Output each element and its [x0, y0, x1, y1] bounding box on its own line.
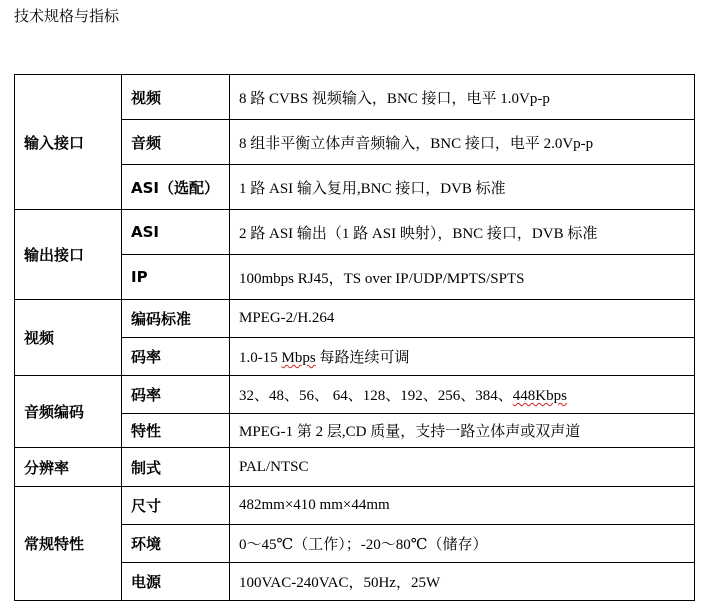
spellcheck-marked-text: 448Kbps — [512, 388, 567, 404]
value-text: 1.0-15 — [239, 350, 282, 366]
spec-table — [14, 74, 695, 601]
category-cell: 分辨率 — [15, 448, 122, 487]
value-cell — [230, 376, 695, 414]
table-row — [15, 300, 695, 338]
document-title: 技术规格与指标 — [14, 7, 120, 25]
item-cell: ASI — [122, 210, 230, 255]
value-text: 每路连续可调 — [315, 350, 410, 366]
value-cell: 482mm×410 mm×44mm — [230, 487, 695, 525]
category-cell: 常规特性 — [15, 487, 122, 601]
value-cell: 2 路 ASI 输出（1 路 ASI 映射），BNC 接口，DVB 标准 — [230, 210, 695, 255]
table-row — [15, 210, 695, 255]
value-cell: 100mbps RJ45，TS over IP/UDP/MPTS/SPTS — [230, 255, 695, 300]
item-cell: 尺寸 — [122, 487, 230, 525]
value-cell — [230, 338, 695, 376]
category-cell: 视频 — [15, 300, 122, 376]
category-cell: 输出接口 — [15, 210, 122, 300]
item-cell: 制式 — [122, 448, 230, 487]
value-cell: 100VAC-240VAC，50Hz，25W — [230, 563, 695, 601]
table-row — [15, 448, 695, 487]
category-cell: 音频编码 — [15, 376, 122, 448]
item-cell: 编码标准 — [122, 300, 230, 338]
item-cell: IP — [122, 255, 230, 300]
value-cell: MPEG-2/H.264 — [230, 300, 695, 338]
table-row — [15, 487, 695, 525]
value-cell: PAL/NTSC — [230, 448, 695, 487]
value-cell: 8 路 CVBS 视频输入，BNC 接口，电平 1.0Vp-p — [230, 75, 695, 120]
category-cell: 输入接口 — [15, 75, 122, 210]
item-cell: ASI（选配） — [122, 165, 230, 210]
value-text: 32、48、56、 64、128、192、256、384、 — [239, 388, 513, 404]
item-cell: 码率 — [122, 338, 230, 376]
table-row — [15, 75, 695, 120]
item-cell: 码率 — [122, 376, 230, 414]
item-cell: 环境 — [122, 525, 230, 563]
item-cell: 电源 — [122, 563, 230, 601]
item-cell: 音频 — [122, 120, 230, 165]
value-cell: 8 组非平衡立体声音频输入，BNC 接口，电平 2.0Vp-p — [230, 120, 695, 165]
spellcheck-marked-text: Mbps — [281, 350, 316, 366]
value-cell: 0～45℃（工作）；-20～80℃（储存） — [230, 525, 695, 563]
value-cell: MPEG-1 第 2 层,CD 质量，支持一路立体声或双声道 — [230, 414, 695, 448]
item-cell: 特性 — [122, 414, 230, 448]
value-cell: 1 路 ASI 输入复用,BNC 接口，DVB 标准 — [230, 165, 695, 210]
table-row — [15, 376, 695, 414]
item-cell: 视频 — [122, 75, 230, 120]
